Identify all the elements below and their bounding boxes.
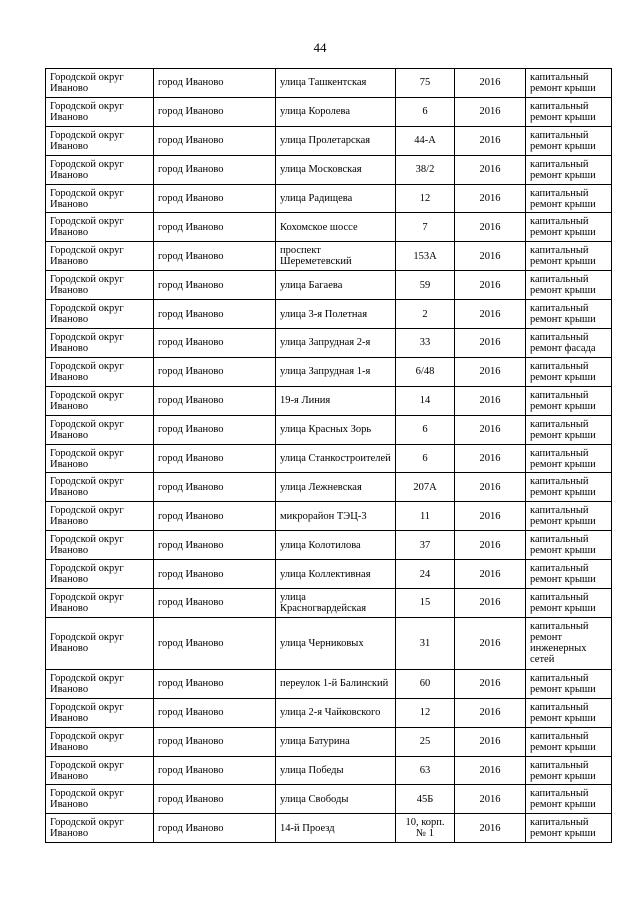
municipal-district-cell: Городской округ Иваново [46,242,154,271]
street-cell: улица Станкостроителей [276,444,396,473]
year-cell: 2016 [455,785,526,814]
municipal-district-cell: Городской округ Иваново [46,785,154,814]
year-cell: 2016 [455,617,526,669]
city-cell: город Иваново [154,97,276,126]
street-cell: улица Багаева [276,271,396,300]
street-cell: улица Коллективная [276,560,396,589]
table-row [46,271,612,300]
city-cell: город Иваново [154,531,276,560]
street-cell: улица Свободы [276,785,396,814]
city-cell: город Иваново [154,415,276,444]
house-number-cell: 153А [396,242,455,271]
city-cell: город Иваново [154,444,276,473]
city-cell: город Иваново [154,126,276,155]
year-cell: 2016 [455,814,526,843]
house-number-cell: 24 [396,560,455,589]
house-number-cell: 14 [396,386,455,415]
work-type-cell: капитальный ремонт крыши [526,756,612,785]
table-row [46,126,612,155]
municipal-district-cell: Городской округ Иваново [46,357,154,386]
year-cell: 2016 [455,155,526,184]
municipal-district-cell: Городской округ Иваново [46,444,154,473]
table-row [46,213,612,242]
city-cell: город Иваново [154,589,276,618]
city-cell: город Иваново [154,213,276,242]
city-cell: город Иваново [154,502,276,531]
table-row [46,531,612,560]
work-type-cell: капитальный ремонт фасада [526,329,612,358]
street-cell: улица Победы [276,756,396,785]
street-cell: улица Королева [276,97,396,126]
house-number-cell: 6 [396,444,455,473]
work-type-cell: капитальный ремонт крыши [526,126,612,155]
city-cell: город Иваново [154,184,276,213]
house-number-cell: 207А [396,473,455,502]
work-type-cell: капитальный ремонт крыши [526,386,612,415]
work-type-cell: капитальный ремонт крыши [526,698,612,727]
work-type-cell: капитальный ремонт крыши [526,184,612,213]
year-cell: 2016 [455,213,526,242]
street-cell: улица Запрудная 1-я [276,357,396,386]
municipal-district-cell: Городской округ Иваново [46,727,154,756]
year-cell: 2016 [455,329,526,358]
house-number-cell: 11 [396,502,455,531]
work-type-cell: капитальный ремонт крыши [526,727,612,756]
work-type-cell: капитальный ремонт крыши [526,785,612,814]
work-type-cell: капитальный ремонт крыши [526,502,612,531]
municipal-district-cell: Городской округ Иваново [46,329,154,358]
house-number-cell: 37 [396,531,455,560]
work-type-cell: капитальный ремонт крыши [526,300,612,329]
table-row [46,415,612,444]
work-type-cell: капитальный ремонт крыши [526,444,612,473]
city-cell: город Иваново [154,329,276,358]
year-cell: 2016 [455,727,526,756]
city-cell: город Иваново [154,473,276,502]
year-cell: 2016 [455,69,526,98]
street-cell: улица Красногвардейская [276,589,396,618]
year-cell: 2016 [455,531,526,560]
street-cell: улица 2-я Чайковского [276,698,396,727]
table-row [46,97,612,126]
table-row [46,357,612,386]
year-cell: 2016 [455,669,526,698]
year-cell: 2016 [455,698,526,727]
house-number-cell: 59 [396,271,455,300]
city-cell: город Иваново [154,560,276,589]
table-row [46,560,612,589]
house-number-cell: 12 [396,698,455,727]
municipal-district-cell: Городской округ Иваново [46,560,154,589]
house-number-cell: 60 [396,669,455,698]
work-type-cell: капитальный ремонт крыши [526,213,612,242]
house-number-cell: 15 [396,589,455,618]
year-cell: 2016 [455,126,526,155]
house-number-cell: 7 [396,213,455,242]
work-type-cell: капитальный ремонт крыши [526,531,612,560]
work-type-cell: капитальный ремонт крыши [526,473,612,502]
work-type-cell: капитальный ремонт крыши [526,271,612,300]
city-cell: город Иваново [154,617,276,669]
municipal-district-cell: Городской округ Иваново [46,589,154,618]
house-number-cell: 45Б [396,785,455,814]
work-type-cell: капитальный ремонт крыши [526,357,612,386]
city-cell: город Иваново [154,785,276,814]
year-cell: 2016 [455,502,526,531]
work-type-cell: капитальный ремонт крыши [526,814,612,843]
municipal-district-cell: Городской округ Иваново [46,300,154,329]
house-number-cell: 33 [396,329,455,358]
table-row [46,184,612,213]
municipal-district-cell: Городской округ Иваново [46,97,154,126]
table-row [46,589,612,618]
street-cell: Кохомское шоссе [276,213,396,242]
municipal-district-cell: Городской округ Иваново [46,756,154,785]
house-number-cell: 6 [396,415,455,444]
municipal-district-cell: Городской округ Иваново [46,213,154,242]
work-type-cell: капитальный ремонт крыши [526,415,612,444]
year-cell: 2016 [455,415,526,444]
city-cell: город Иваново [154,69,276,98]
work-type-cell: капитальный ремонт крыши [526,242,612,271]
work-type-cell: капитальный ремонт крыши [526,669,612,698]
registry-body [46,69,612,843]
table-row [46,300,612,329]
work-type-cell: капитальный ремонт крыши [526,69,612,98]
municipal-district-cell: Городской округ Иваново [46,814,154,843]
work-type-cell: капитальный ремонт инженерных сетей [526,617,612,669]
work-type-cell: капитальный ремонт крыши [526,589,612,618]
street-cell: улица Запрудная 2-я [276,329,396,358]
municipal-district-cell: Городской округ Иваново [46,617,154,669]
table-row [46,502,612,531]
municipal-district-cell: Городской округ Иваново [46,531,154,560]
city-cell: город Иваново [154,386,276,415]
house-number-cell: 6/48 [396,357,455,386]
year-cell: 2016 [455,589,526,618]
table-row [46,814,612,843]
municipal-district-cell: Городской округ Иваново [46,473,154,502]
city-cell: город Иваново [154,727,276,756]
table-row [46,155,612,184]
house-number-cell: 6 [396,97,455,126]
municipal-district-cell: Городской округ Иваново [46,415,154,444]
year-cell: 2016 [455,560,526,589]
street-cell: улица Ташкентская [276,69,396,98]
municipal-district-cell: Городской округ Иваново [46,386,154,415]
work-type-cell: капитальный ремонт крыши [526,560,612,589]
table-row [46,69,612,98]
street-cell: улица Радищева [276,184,396,213]
house-number-cell: 31 [396,617,455,669]
year-cell: 2016 [455,271,526,300]
street-cell: улица Лежневская [276,473,396,502]
table-row [46,785,612,814]
house-number-cell: 25 [396,727,455,756]
city-cell: город Иваново [154,300,276,329]
city-cell: город Иваново [154,271,276,300]
table-row [46,617,612,669]
street-cell: улица 3-я Полетная [276,300,396,329]
repair-registry-table [45,68,612,843]
municipal-district-cell: Городской округ Иваново [46,184,154,213]
street-cell: улица Пролетарская [276,126,396,155]
house-number-cell: 44-А [396,126,455,155]
page-number: 44 [313,40,327,55]
year-cell: 2016 [455,357,526,386]
city-cell: город Иваново [154,756,276,785]
street-cell: переулок 1-й Балинский [276,669,396,698]
municipal-district-cell: Городской округ Иваново [46,126,154,155]
year-cell: 2016 [455,97,526,126]
city-cell: город Иваново [154,669,276,698]
table-row [46,756,612,785]
house-number-cell: 75 [396,69,455,98]
municipal-district-cell: Городской округ Иваново [46,69,154,98]
work-type-cell: капитальный ремонт крыши [526,155,612,184]
city-cell: город Иваново [154,357,276,386]
street-cell: улица Красных Зорь [276,415,396,444]
year-cell: 2016 [455,473,526,502]
city-cell: город Иваново [154,155,276,184]
work-type-cell: капитальный ремонт крыши [526,97,612,126]
municipal-district-cell: Городской округ Иваново [46,155,154,184]
city-cell: город Иваново [154,814,276,843]
street-cell: улица Батурина [276,727,396,756]
street-cell: улица Колотилова [276,531,396,560]
street-cell: 14-й Проезд [276,814,396,843]
year-cell: 2016 [455,756,526,785]
house-number-cell: 63 [396,756,455,785]
municipal-district-cell: Городской округ Иваново [46,271,154,300]
house-number-cell: 10, корп. № 1 [396,814,455,843]
table-row [46,698,612,727]
house-number-cell: 2 [396,300,455,329]
street-cell: проспект Шереметевский [276,242,396,271]
street-cell: улица Черниковых [276,617,396,669]
municipal-district-cell: Городской округ Иваново [46,698,154,727]
table-row [46,669,612,698]
street-cell: улица Московская [276,155,396,184]
street-cell: 19-я Линия [276,386,396,415]
table-row [46,386,612,415]
house-number-cell: 12 [396,184,455,213]
table-row [46,329,612,358]
city-cell: город Иваново [154,698,276,727]
table-row [46,444,612,473]
year-cell: 2016 [455,300,526,329]
year-cell: 2016 [455,242,526,271]
municipal-district-cell: Городской округ Иваново [46,502,154,531]
table-row [46,242,612,271]
house-number-cell: 38/2 [396,155,455,184]
table-row [46,473,612,502]
street-cell: микрорайон ТЭЦ-3 [276,502,396,531]
table-row [46,727,612,756]
city-cell: город Иваново [154,242,276,271]
year-cell: 2016 [455,444,526,473]
year-cell: 2016 [455,184,526,213]
municipal-district-cell: Городской округ Иваново [46,669,154,698]
year-cell: 2016 [455,386,526,415]
